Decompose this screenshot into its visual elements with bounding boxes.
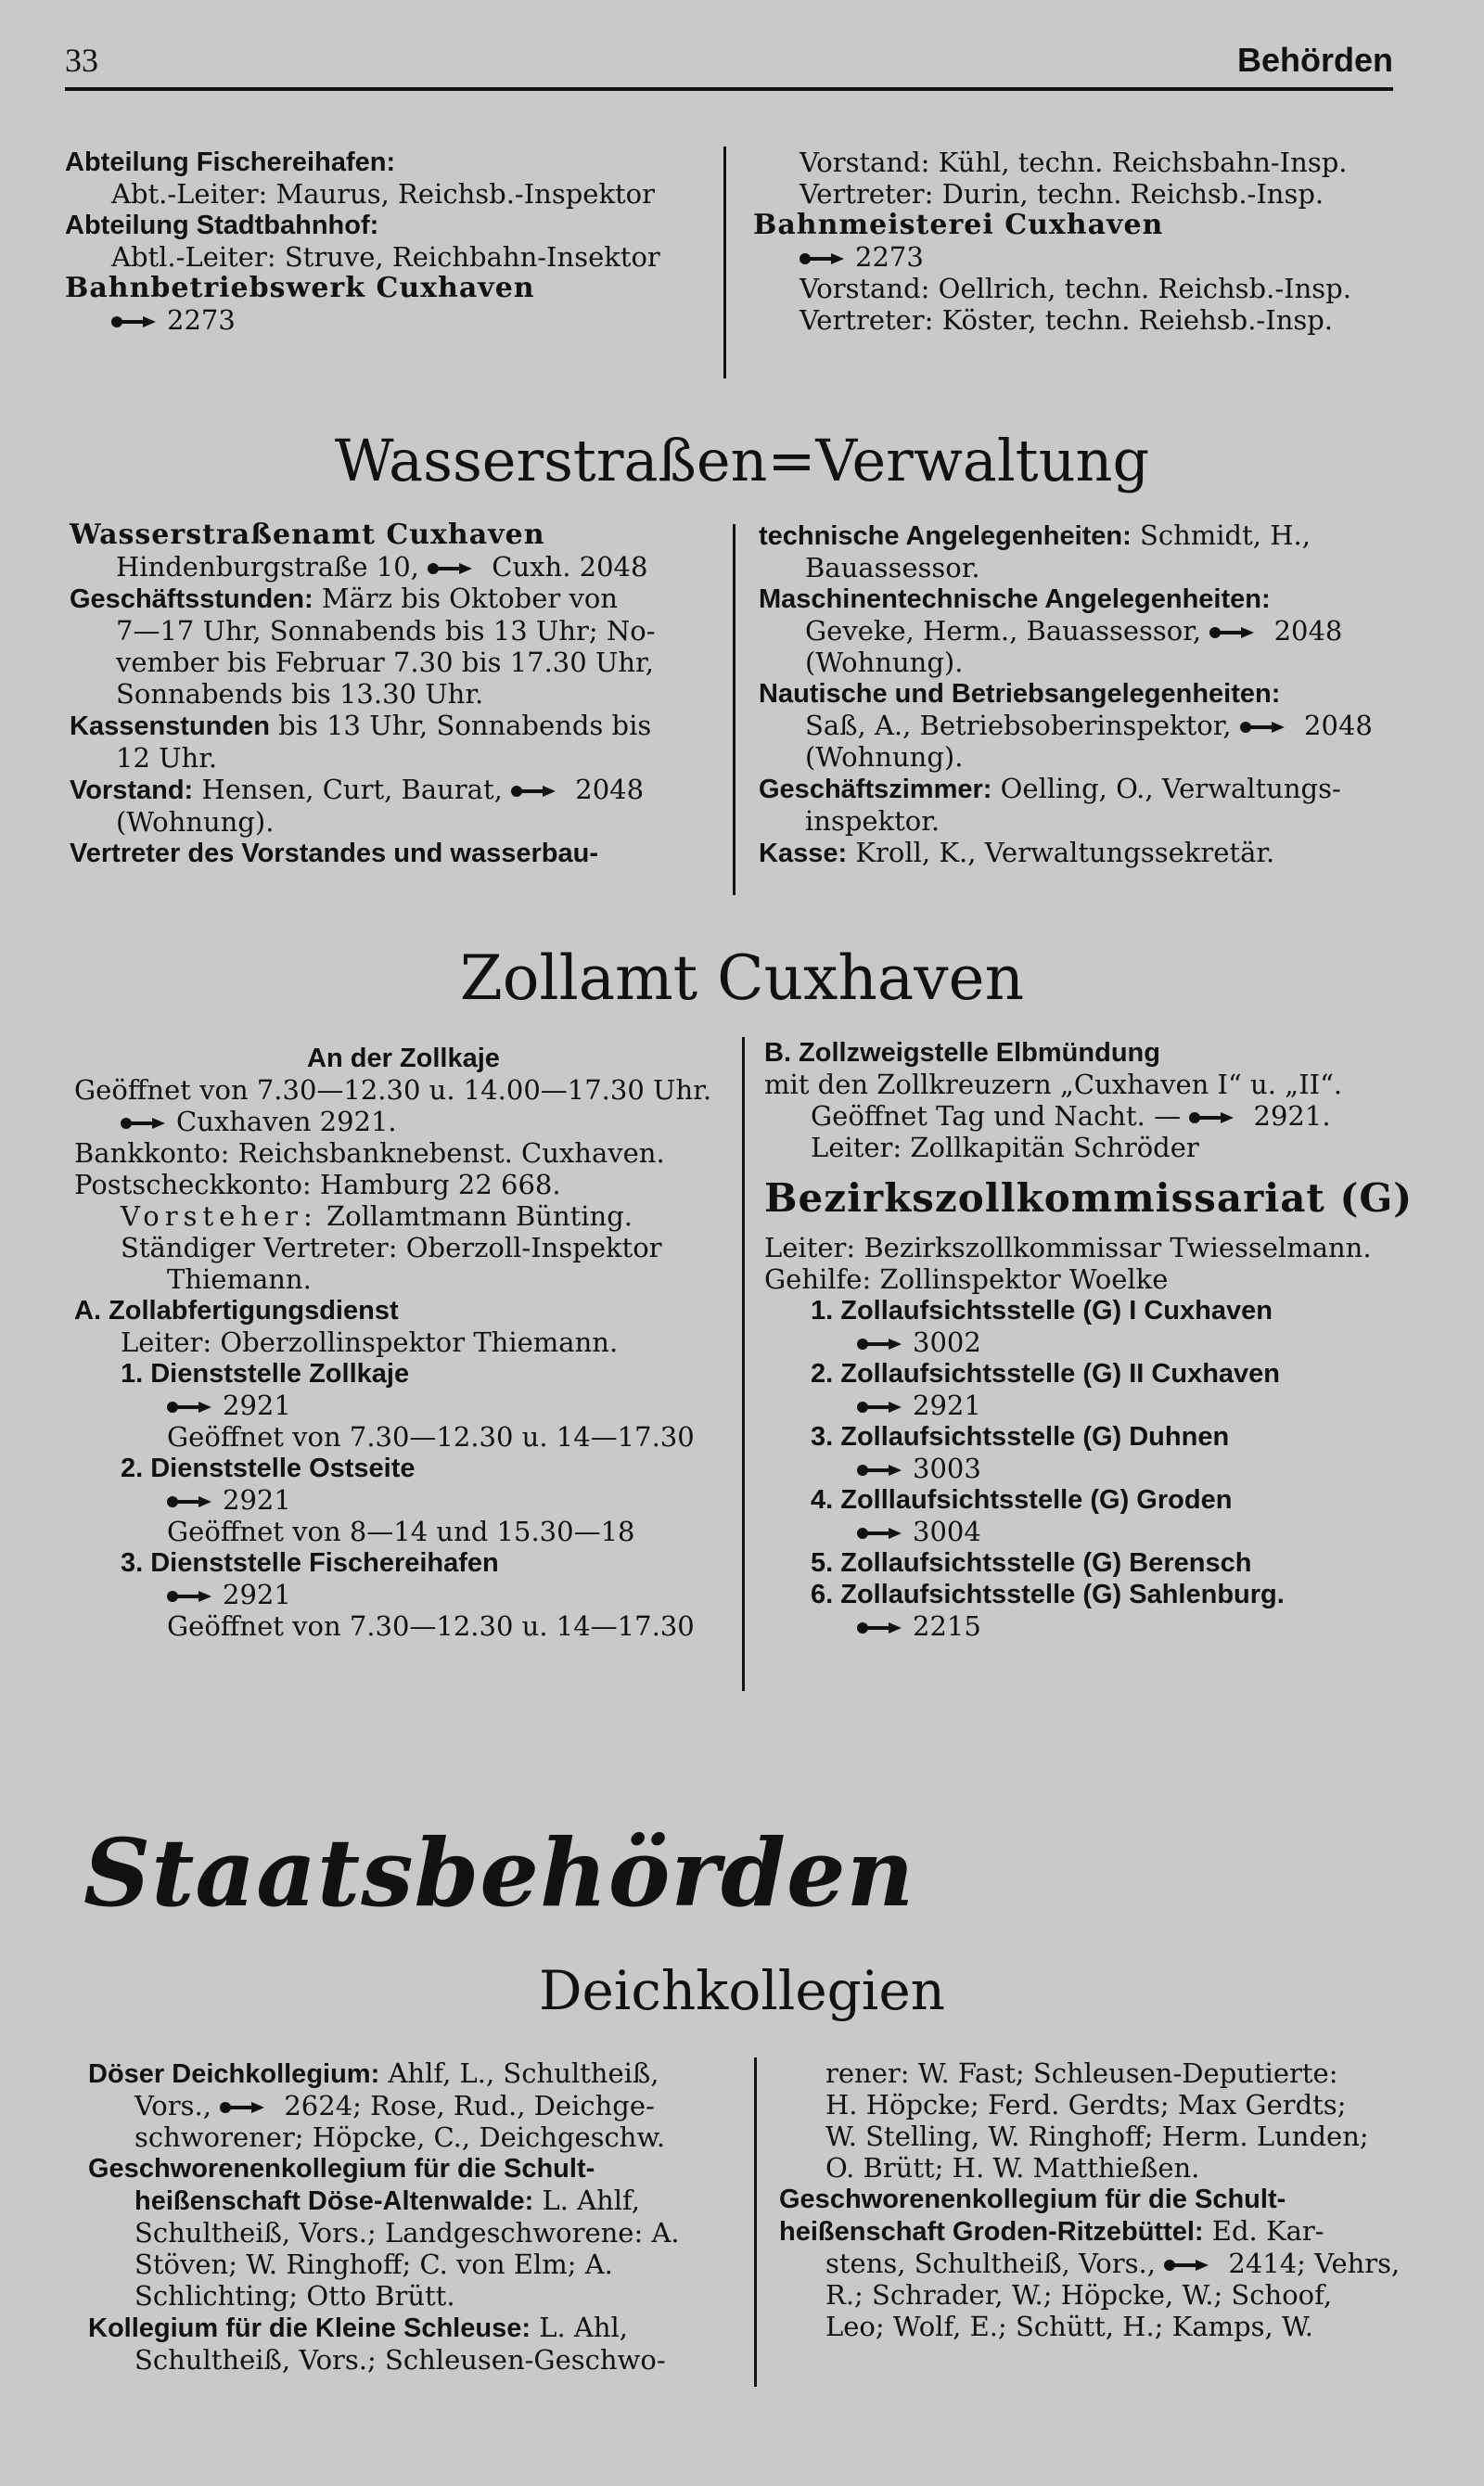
- line-text: 2. Zollaufsichtsstelle (G) II Cuxhaven: [811, 1359, 1281, 1389]
- text-line: [764, 1390, 1423, 1421]
- text-line: [88, 2249, 737, 2280]
- text-line: [70, 519, 714, 551]
- phone-number: 2921: [913, 1390, 981, 1421]
- page-number: 33: [65, 42, 98, 79]
- line-text: Schmidt, H.,: [1131, 519, 1311, 551]
- line-text: Schlichting; Otto Brütt.: [134, 2280, 455, 2312]
- telephone-icon: [1240, 721, 1286, 734]
- line-text: 5. Zollaufsichtsstelle (G) Berensch: [811, 1548, 1252, 1578]
- line-text: Vertreter: Durin, techn. Reichsb.-Insp.: [800, 178, 1324, 210]
- line-text: 7—17 Uhr, Sonnabends bis 13 Uhr; No-: [116, 615, 656, 647]
- text-line: [74, 1547, 733, 1579]
- line-text: Abt.-Leiter: Maurus, Reichsb.-Inspektor: [111, 178, 656, 210]
- line-label: Döser Deichkollegium:: [88, 2059, 380, 2089]
- text-line: [779, 2248, 1428, 2279]
- line-text: Abteilung Stadtbahnhof:: [65, 211, 379, 240]
- text-line: [70, 774, 714, 806]
- line-label: Vorsteher:: [121, 1200, 318, 1232]
- text-line: [753, 178, 1421, 210]
- line-text: Abteilung Fischereihafen:: [65, 147, 396, 177]
- line-label: Geschäftsstunden:: [70, 584, 313, 614]
- text-line: [88, 2312, 737, 2344]
- wasser-left-column: [70, 519, 714, 869]
- text-line: [753, 273, 1421, 304]
- phone-number: 2921: [223, 1484, 291, 1516]
- text-line: [65, 178, 714, 210]
- line-text-part: 2048: [1265, 615, 1343, 647]
- text-line: [764, 1610, 1423, 1642]
- telephone-icon: [857, 1464, 903, 1477]
- line-text: W. Stelling, W. Ringhoff; Herm. Lunden;: [825, 2121, 1369, 2152]
- line-text: (Wohnung).: [116, 806, 275, 838]
- text-line: [70, 806, 714, 838]
- line-text: Vorstand: Oellrich, techn. Reichsb.-Insp.: [800, 273, 1351, 304]
- telephone-icon: [857, 1401, 903, 1414]
- zoll-left-column: [74, 1037, 733, 1642]
- text-line: [88, 2090, 737, 2121]
- line-text-part: Geveke, Herm., Bauassessor,: [805, 615, 1210, 647]
- text-line: [753, 304, 1421, 336]
- telephone-icon: [1164, 2259, 1210, 2272]
- column-divider: [733, 524, 736, 895]
- text-line: [65, 210, 714, 241]
- text-line: [88, 2057, 737, 2090]
- line-text: Schultheiß, Vors.; Landgeschworene: A.: [134, 2217, 680, 2249]
- line-text: A. Zollabfertigungsdienst: [74, 1296, 399, 1326]
- text-line: [779, 2121, 1428, 2152]
- line-text: 1. Zollaufsichtsstelle (G) I Cuxhaven: [811, 1296, 1273, 1326]
- staats-left-column: [88, 2057, 737, 2376]
- text-line: [753, 147, 1421, 178]
- line-text: Bahnmeisterei Cuxhaven: [753, 209, 1164, 241]
- line-text: H. Höpcke; Ferd. Gerdts; Max Gerdts;: [825, 2089, 1347, 2121]
- telephone-icon: [428, 562, 474, 575]
- line-text-part: Vors.,: [134, 2090, 221, 2121]
- text-line: [759, 552, 1408, 583]
- line-text: Kroll, K., Verwaltungssekretär.: [847, 837, 1275, 868]
- line-text: Leiter: Bezirkszollkommissar Twiesselmann.: [764, 1232, 1372, 1263]
- line-label: Vorstand:: [70, 775, 194, 805]
- line-text: R.; Schrader, W.; Höpcke, W.; Schoof,: [825, 2279, 1333, 2311]
- deich-title: Deichkollegien: [538, 1959, 946, 2022]
- text-line: [764, 1295, 1423, 1326]
- line-label: Geschäftszimmer:: [759, 775, 992, 804]
- top-right-column: [753, 147, 1421, 336]
- telephone-icon: [167, 1401, 213, 1414]
- text-line: [74, 1484, 733, 1516]
- line-text: Abtl.-Leiter: Struve, Reichbahn-Insektor: [111, 241, 660, 273]
- text-line: [74, 1358, 733, 1390]
- line-text: 6. Zollaufsichtsstelle (G) Sahlenburg.: [811, 1580, 1285, 1609]
- text-line: [70, 583, 714, 615]
- text-line: [74, 1200, 733, 1232]
- text-line: [74, 1074, 733, 1106]
- line-text: Schultheiß, Vors.; Schleusen-Geschwo-: [134, 2344, 666, 2376]
- line-label: heißenschaft Döse-Altenwalde:: [134, 2186, 534, 2216]
- telephone-icon: [857, 1621, 903, 1634]
- text-line: [764, 1547, 1423, 1579]
- text-line: [74, 1137, 733, 1169]
- text-line: [764, 1484, 1423, 1516]
- text-line: [764, 1171, 1423, 1226]
- text-line: [74, 1390, 733, 1421]
- column-divider: [754, 2057, 757, 2387]
- text-line: [764, 1453, 1423, 1484]
- telephone-icon: [111, 315, 158, 328]
- telephone-icon: [167, 1495, 213, 1508]
- line-text: Geöffnet von 7.30—12.30 u. 14—17.30: [167, 1421, 695, 1453]
- text-line: [74, 1421, 733, 1453]
- line-text: mit den Zollkreuzern „Cuxhaven I“ u. „II“.: [764, 1069, 1343, 1100]
- section-title: Behörden: [1236, 41, 1393, 79]
- phone-number: 3004: [913, 1516, 981, 1547]
- text-line: [764, 1069, 1423, 1100]
- phone-number: 3002: [913, 1326, 981, 1358]
- phone-number: 2273: [167, 304, 236, 336]
- text-line: [764, 1326, 1423, 1358]
- line-text: Vertreter: Köster, techn. Reiehsb.-Insp.: [800, 304, 1334, 336]
- phone-number: 2921: [223, 1579, 291, 1610]
- line-text-part: Hensen, Curt, Baurat,: [193, 774, 512, 805]
- text-line: [764, 1037, 1423, 1069]
- line-text: Bankkonto: Reichsbanknebenst. Cuxhaven.: [74, 1137, 665, 1169]
- line-text: Bahnbetriebswerk Cuxhaven: [65, 272, 535, 304]
- text-line: [74, 1169, 733, 1200]
- text-line: [74, 1516, 733, 1547]
- text-line: [70, 742, 714, 774]
- text-line: [70, 710, 714, 742]
- text-line: [65, 241, 714, 273]
- text-line: [779, 2279, 1428, 2311]
- line-label: Kollegium für die Kleine Schleuse:: [88, 2313, 531, 2343]
- line-text: Geschworenenkollegium für die Schult-: [779, 2185, 1286, 2214]
- line-text-part: 2048: [567, 774, 645, 805]
- line-text: Leo; Wolf, E.; Schütt, H.; Kamps, W.: [825, 2311, 1313, 2342]
- line-label: heißenschaft Groden-Ritzebüttel:: [779, 2217, 1204, 2247]
- line-text-part: stens, Schultheiß, Vors.,: [825, 2248, 1165, 2279]
- telephone-icon: [121, 1117, 167, 1130]
- zoll-right-column: [764, 1037, 1423, 1642]
- top-left-column: [65, 147, 714, 336]
- telephone-icon: [511, 785, 557, 798]
- line-text-part: Geöffnet Tag und Nacht. —: [811, 1100, 1190, 1132]
- line-text: 1. Dienststelle Zollkaje: [121, 1359, 410, 1389]
- text-line: [70, 838, 714, 869]
- text-line: [759, 710, 1408, 741]
- text-line: [74, 1295, 733, 1326]
- text-line: [70, 551, 714, 583]
- line-text-part: Saß, A., Betriebsoberinspektor,: [805, 710, 1240, 741]
- column-divider: [742, 1037, 745, 1691]
- telephone-icon: [167, 1590, 213, 1603]
- phone-number: Cuxhaven 2921.: [176, 1106, 397, 1137]
- line-text: Ständiger Vertreter: Oberzoll-Inspektor: [121, 1232, 662, 1263]
- line-text: 2. Dienststelle Ostseite: [121, 1454, 416, 1483]
- line-text: Gehilfe: Zollinspektor Woelke: [764, 1263, 1169, 1295]
- line-text-part: 2414; Vehrs,: [1220, 2248, 1401, 2279]
- line-text: Vorstand: Kühl, techn. Reichsbahn-Insp.: [800, 147, 1348, 178]
- telephone-icon: [857, 1338, 903, 1351]
- text-line: [759, 519, 1408, 552]
- text-line: [70, 615, 714, 647]
- line-text: vember bis Februar 7.30 bis 17.30 Uhr,: [116, 647, 654, 678]
- line-text: Maschinentechnische Angelegenheiten:: [759, 584, 1271, 614]
- text-line: [779, 2057, 1428, 2089]
- line-text-part: Cuxh. 2048: [483, 551, 648, 583]
- line-label: Kassenstunden: [70, 711, 270, 741]
- line-text: 3. Zollaufsichtsstelle (G) Duhnen: [811, 1422, 1230, 1452]
- line-text: Vertreter des Vorstandes und wasserbau-: [70, 839, 599, 868]
- line-text: Nautische und Betriebsangelegenheiten:: [759, 679, 1281, 709]
- zoll-title: Zollamt Cuxhaven: [459, 942, 1025, 1014]
- text-line: [74, 1037, 733, 1074]
- text-line: [759, 773, 1408, 805]
- text-line: [74, 1106, 733, 1137]
- line-text: Geöffnet von 7.30—12.30 u. 14.00—17.30 Uhr.: [74, 1074, 712, 1106]
- staats-title: Staatsbehörden: [83, 1818, 915, 1928]
- line-text: 3. Dienststelle Fischereihafen: [121, 1548, 499, 1578]
- text-line: [65, 147, 714, 178]
- line-text: schworener; Höpcke, C., Deichgeschw.: [134, 2121, 666, 2153]
- line-text: rener: W. Fast; Schleusen-Deputierte:: [825, 2057, 1338, 2089]
- line-text: Geschworenenkollegium für die Schult-: [88, 2154, 595, 2184]
- line-text: inspektor.: [805, 805, 940, 837]
- line-text: Wasserstraßenamt Cuxhaven: [70, 519, 545, 551]
- text-line: [759, 837, 1408, 869]
- phone-number: 2215: [913, 1610, 981, 1642]
- line-text-part: 2624; Rose, Rud., Deichge-: [275, 2090, 655, 2121]
- line-text: L. Ahlf,: [533, 2185, 640, 2216]
- text-line: [74, 1326, 733, 1358]
- text-line: [764, 1132, 1423, 1163]
- telephone-icon: [857, 1527, 903, 1540]
- line-text: Postscheckkonto: Hamburg 22 668.: [74, 1169, 561, 1200]
- line-text-part: 2921.: [1245, 1100, 1331, 1132]
- text-line: [74, 1610, 733, 1642]
- line-text: An der Zollkaje: [307, 1044, 500, 1073]
- text-line: [88, 2217, 737, 2249]
- wasser-right-column: [759, 519, 1408, 869]
- text-line: [764, 1263, 1423, 1295]
- phone-number: 2273: [855, 241, 924, 273]
- text-line: [779, 2184, 1428, 2215]
- text-line: [764, 1421, 1423, 1453]
- text-line: [65, 304, 714, 336]
- text-line: [764, 1579, 1423, 1610]
- line-text: (Wohnung).: [805, 647, 964, 678]
- text-line: [779, 2311, 1428, 2342]
- staats-right-column: [779, 2057, 1428, 2342]
- text-line: [759, 678, 1408, 710]
- line-text: Ahlf, L., Schultheiß,: [379, 2057, 659, 2089]
- text-line: [759, 583, 1408, 615]
- line-text: Bauassessor.: [805, 552, 980, 583]
- text-line: [70, 647, 714, 678]
- text-line: [759, 647, 1408, 678]
- header-rule: [65, 87, 1393, 91]
- line-text: Zollamtmann Bünting.: [317, 1200, 633, 1232]
- line-text: L. Ahl,: [531, 2312, 629, 2343]
- line-text: 4. Zolllaufsichtsstelle (G) Groden: [811, 1485, 1233, 1515]
- text-line: [759, 741, 1408, 773]
- wasser-title: Wasserstraßen=Verwaltung: [334, 427, 1150, 494]
- line-text: Ed. Kar-: [1203, 2215, 1324, 2247]
- text-line: [74, 1579, 733, 1610]
- telephone-icon: [800, 252, 846, 265]
- line-text: Leiter: Oberzollinspektor Thiemann.: [121, 1326, 619, 1358]
- line-text: (Wohnung).: [805, 741, 964, 773]
- phone-number: 2921: [223, 1390, 291, 1421]
- text-line: [74, 1263, 733, 1295]
- telephone-icon: [220, 2101, 266, 2114]
- line-text: Stöven; W. Ringhoff; C. von Elm; A.: [134, 2249, 613, 2280]
- text-line: [759, 615, 1408, 647]
- line-text: B. Zollzweigstelle Elbmündung: [764, 1038, 1160, 1068]
- text-line: [88, 2153, 737, 2185]
- line-text: Thiemann.: [167, 1263, 312, 1295]
- text-line: [70, 678, 714, 710]
- line-text-part: Hindenburgstraße 10,: [116, 551, 429, 583]
- column-divider: [723, 147, 726, 378]
- text-line: [65, 273, 714, 304]
- line-text: 12 Uhr.: [116, 742, 218, 774]
- text-line: [764, 1232, 1423, 1263]
- text-line: [74, 1453, 733, 1484]
- text-line: [88, 2185, 737, 2217]
- line-label: Kasse:: [759, 839, 848, 868]
- line-text: Sonnabends bis 13.30 Uhr.: [116, 678, 484, 710]
- text-line: [753, 210, 1421, 241]
- line-text: Geöffnet von 8—14 und 15.30—18: [167, 1516, 635, 1547]
- text-line: [779, 2215, 1428, 2248]
- line-text: März bis Oktober von: [313, 583, 618, 614]
- line-text: O. Brütt; H. W. Matthießen.: [825, 2152, 1200, 2184]
- text-line: [764, 1358, 1423, 1390]
- text-line: [88, 2280, 737, 2312]
- text-line: [779, 2152, 1428, 2184]
- line-text: Geöffnet von 7.30—12.30 u. 14—17.30: [167, 1610, 695, 1642]
- line-text: Leiter: Zollkapitän Schröder: [811, 1132, 1199, 1163]
- text-line: [88, 2121, 737, 2153]
- line-text: bis 13 Uhr, Sonnabends bis: [269, 710, 652, 741]
- text-line: [753, 241, 1421, 273]
- telephone-icon: [1209, 626, 1256, 639]
- line-text: Oelling, O., Verwaltungs-: [991, 773, 1341, 804]
- text-line: [88, 2344, 737, 2376]
- text-line: [779, 2089, 1428, 2121]
- telephone-icon: [1189, 1111, 1235, 1124]
- line-text-part: 2048: [1295, 710, 1373, 741]
- text-line: [764, 1100, 1423, 1132]
- text-line: [74, 1232, 733, 1263]
- text-line: [759, 805, 1408, 837]
- line-label: technische Angelegenheiten:: [759, 521, 1132, 551]
- line-text: Bezirkszollkommissariat (G): [764, 1175, 1414, 1221]
- phone-number: 3003: [913, 1453, 981, 1484]
- text-line: [764, 1516, 1423, 1547]
